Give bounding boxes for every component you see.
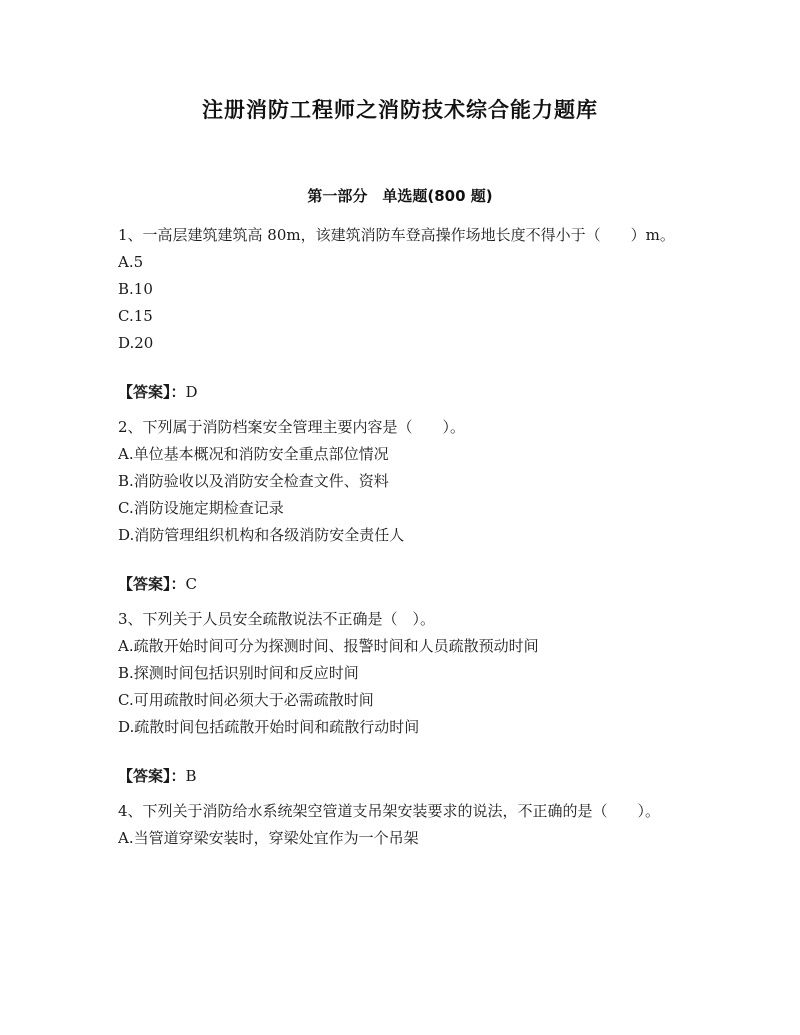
answer-value: D — [185, 383, 198, 401]
option-d: D.疏散时间包括疏散开始时间和疏散行动时间 — [118, 718, 420, 736]
answer-value: B — [185, 767, 197, 785]
option-c: C.可用疏散时间必须大于必需疏散时间 — [118, 691, 374, 709]
option-d: D.消防管理组织机构和各级消防安全责任人 — [118, 526, 405, 544]
question-text: 3、下列关于人员安全疏散说法不正确是（ ）。 — [118, 610, 436, 628]
option-b: B.探测时间包括识别时间和反应时间 — [118, 664, 359, 682]
option-c: C.消防设施定期检查记录 — [118, 499, 284, 517]
answer-label: 【答案】： — [118, 383, 186, 401]
answer-line — [118, 379, 688, 406]
answer-line — [118, 571, 688, 598]
question-text: 4、下列关于消防给水系统架空管道支吊架安装要求的说法，不正确的是（ ）。 — [118, 802, 661, 820]
option-a: A.5 — [118, 253, 144, 271]
answer-value: C — [185, 575, 197, 593]
document-title: 注册消防工程师之消防技术综合能力题库 — [202, 98, 598, 122]
option-d: D.20 — [118, 334, 154, 352]
section-title: 第一部分 单选题(800 题) — [307, 187, 493, 205]
option-a: A.疏散开始时间可分为探测时间、报警时间和人员疏散预动时间 — [118, 637, 539, 655]
option-c: C.15 — [118, 307, 153, 325]
answer-label: 【答案】： — [118, 575, 186, 593]
answer-line — [118, 763, 688, 790]
question-4 — [118, 798, 688, 852]
option-b: B.消防验收以及消防安全检查文件、资料 — [118, 472, 389, 490]
question-1 — [118, 222, 688, 406]
option-a: A.当管道穿梁安装时，穿梁处宜作为一个吊架 — [118, 829, 419, 847]
question-text: 1、一高层建筑建筑高 80m，该建筑消防车登高操作场地长度不得小于（ ）m。 — [118, 226, 675, 244]
question-text: 2、下列属于消防档案安全管理主要内容是（ ）。 — [118, 418, 466, 436]
option-a: A.单位基本概况和消防安全重点部位情况 — [118, 445, 389, 463]
option-b: B.10 — [118, 280, 153, 298]
answer-label: 【答案】： — [118, 767, 186, 785]
question-2 — [118, 414, 688, 598]
question-list — [118, 222, 688, 852]
question-3 — [118, 606, 688, 790]
